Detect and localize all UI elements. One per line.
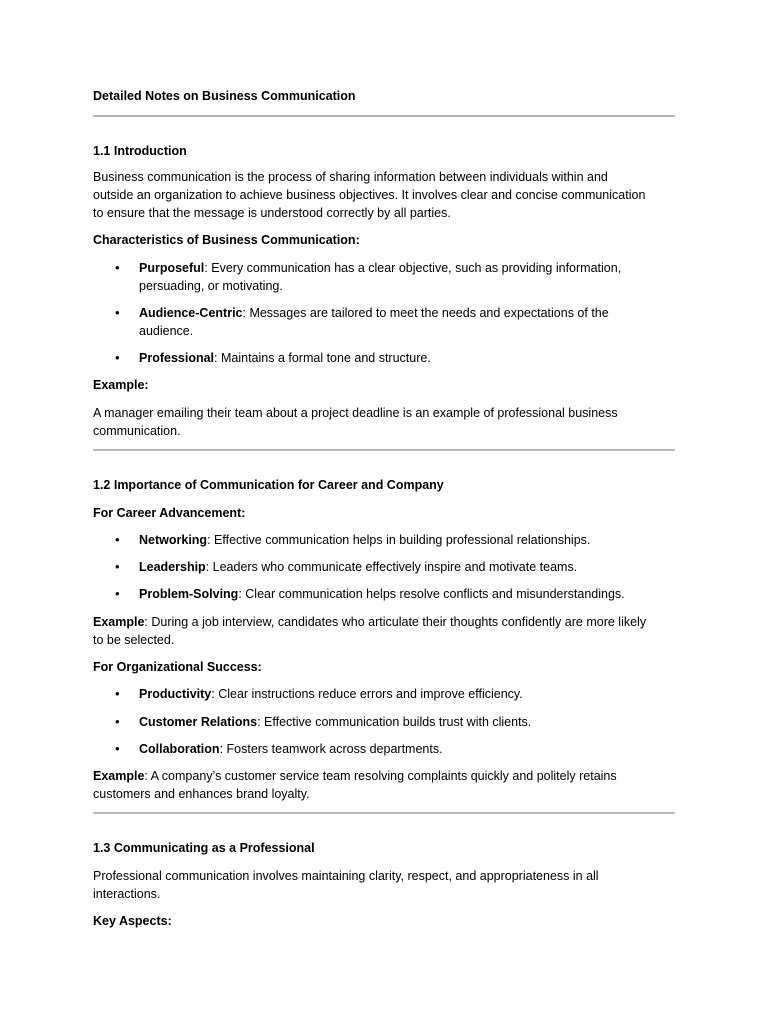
list-item-term: Audience-Centric: [139, 306, 243, 320]
list-item-text: : Effective communication builds trust with clients.: [257, 715, 532, 729]
section-heading-importance: 1.2 Importance of Communication for Career and Company: [93, 478, 444, 492]
bullet-icon: •: [115, 305, 120, 320]
bullet-icon: •: [115, 559, 120, 574]
example-label: Example: [93, 615, 145, 629]
bullet-icon: •: [115, 686, 120, 701]
list-item: [139, 531, 590, 549]
paragraph-line: Professional communication involves maintaining clarity, respect, and appropriateness in all: [93, 869, 599, 883]
bullet-icon: •: [115, 714, 120, 729]
list-item: [139, 740, 443, 758]
list-item-continuation: audience.: [139, 324, 194, 338]
example-line: customers and enhances brand loyalty.: [93, 787, 310, 801]
list-item-term: Purposeful: [139, 261, 205, 275]
section-heading-professional: 1.3 Communicating as a Professional: [93, 841, 315, 855]
example-label: Example:: [93, 378, 149, 392]
list-item-term: Networking: [139, 533, 208, 547]
list-item: [139, 304, 609, 322]
list-item-continuation: persuading, or motivating.: [139, 279, 283, 293]
example-line: A manager emailing their team about a project deadline is an example of professional business: [93, 406, 618, 420]
section-divider: [93, 115, 675, 117]
bullet-icon: •: [115, 532, 120, 547]
section-divider: [93, 812, 675, 814]
paragraph-line: outside an organization to achieve business objectives. It involves clear and concise communication: [93, 188, 646, 202]
example-line: [93, 767, 617, 785]
career-heading: For Career Advancement:: [93, 506, 246, 520]
list-item-text: : Every communication has a clear objective, such as providing information,: [204, 261, 622, 275]
list-item-term: Collaboration: [139, 742, 220, 756]
example-line: communication.: [93, 424, 181, 438]
list-item-text: : Leaders who communicate effectively inspire and motivate teams.: [205, 560, 578, 574]
section-divider: [93, 449, 675, 451]
example-text: : During a job interview, candidates who articulate their thoughts confidently are more likely: [144, 615, 647, 629]
list-item-text: : Messages are tailored to meet the needs and expectations of the: [242, 306, 609, 320]
bullet-icon: •: [115, 260, 120, 275]
list-item: [139, 349, 431, 367]
section-heading-introduction: 1.1 Introduction: [93, 144, 187, 158]
list-item-text: : Fosters teamwork across departments.: [219, 742, 443, 756]
bullet-icon: •: [115, 586, 120, 601]
org-heading: For Organizational Success:: [93, 660, 262, 674]
list-item-term: Leadership: [139, 560, 206, 574]
list-item-term: Customer Relations: [139, 715, 258, 729]
example-text: : A company’s customer service team resolving complaints quickly and politely retains: [144, 769, 617, 783]
list-item-text: : Maintains a formal tone and structure.: [214, 351, 431, 365]
bullet-icon: •: [115, 741, 120, 756]
list-item-term: Problem-Solving: [139, 587, 239, 601]
list-item-term: Productivity: [139, 687, 212, 701]
document-title: Detailed Notes on Business Communication: [93, 89, 356, 103]
example-line: [93, 613, 646, 631]
list-item-term: Professional: [139, 351, 215, 365]
list-item: [139, 713, 531, 731]
list-item-text: : Clear instructions reduce errors and improve efficiency.: [211, 687, 523, 701]
list-item: [139, 259, 621, 277]
paragraph-line: to ensure that the message is understood correctly by all parties.: [93, 206, 451, 220]
list-item-text: : Effective communication helps in building professional relationships.: [207, 533, 591, 547]
key-aspects-heading: Key Aspects:: [93, 914, 172, 928]
list-item-text: : Clear communication helps resolve conflicts and misunderstandings.: [238, 587, 625, 601]
characteristics-heading: Characteristics of Business Communication:: [93, 233, 360, 247]
list-item: [139, 558, 577, 576]
list-item: [139, 685, 523, 703]
paragraph-line: interactions.: [93, 887, 161, 901]
paragraph-line: Business communication is the process of sharing information between individuals within and: [93, 170, 608, 184]
example-line: to be selected.: [93, 633, 175, 647]
bullet-icon: •: [115, 350, 120, 365]
list-item: [139, 585, 625, 603]
example-label: Example: [93, 769, 145, 783]
